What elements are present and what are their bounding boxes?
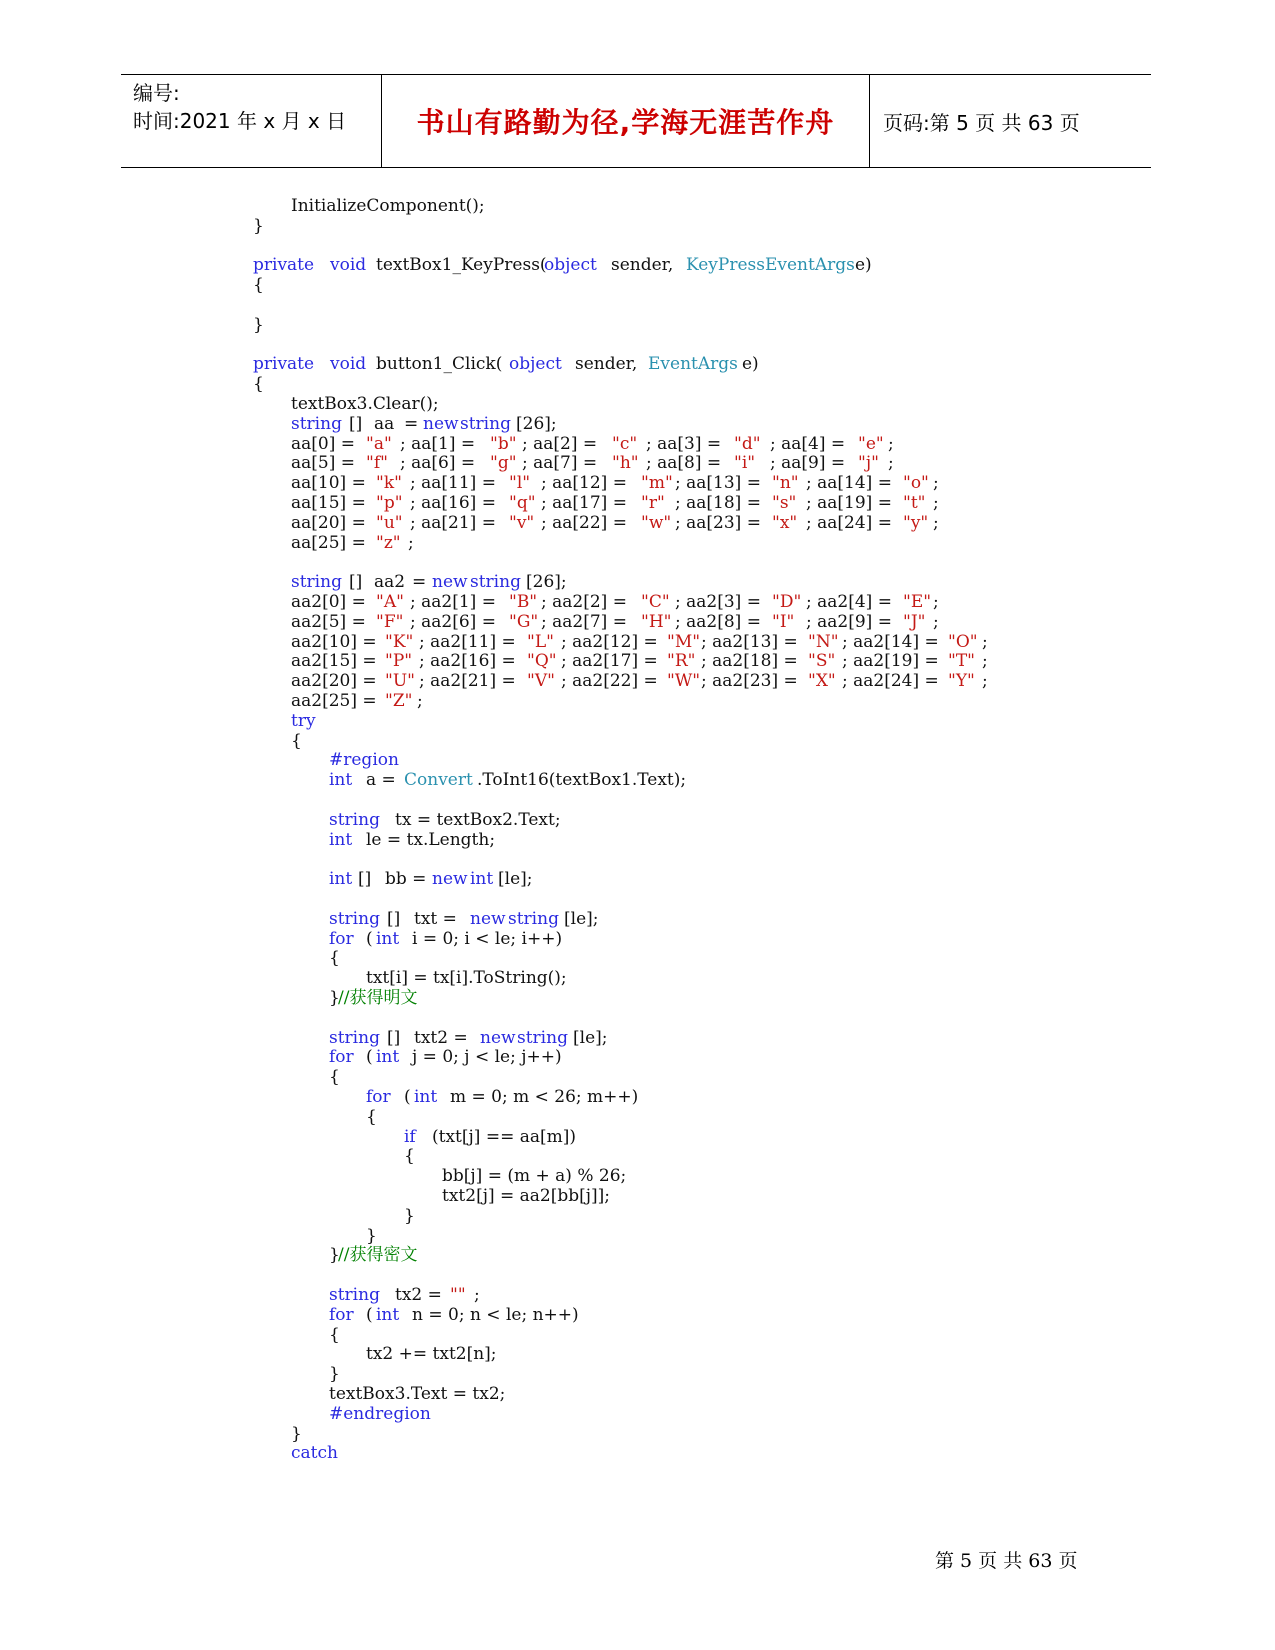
code-text: ; aa[4] = [770, 433, 851, 454]
code-keyword: string [329, 908, 380, 929]
code-line [0, 731, 1275, 752]
code-line [0, 810, 1275, 831]
code-line [0, 1166, 1275, 1187]
code-text: ; [982, 631, 988, 652]
code-string: "e" [858, 433, 884, 454]
code-line [0, 1344, 1275, 1365]
code-type: EventArgs [648, 354, 738, 375]
code-string: "d" [734, 433, 761, 454]
code-line [0, 691, 1275, 712]
code-line [0, 1325, 1275, 1346]
code-keyword: for [329, 928, 354, 949]
code-text: m = 0; m < 26; m++) [450, 1087, 639, 1107]
code-text: aa2[10] = [291, 631, 383, 652]
code-text: ; aa2[14] = [842, 631, 945, 652]
code-text: ; [933, 473, 939, 494]
code-keyword: private [253, 354, 315, 375]
code-text: ( [366, 1304, 373, 1325]
code-string: "Z" [385, 691, 413, 711]
code-text: ; aa[8] = [646, 453, 727, 474]
code-text: aa2[5] = [291, 611, 372, 632]
code-string: "t" [903, 493, 926, 513]
code-string: "h" [612, 453, 639, 474]
code-line [0, 632, 1275, 653]
code-keyword: for [329, 1047, 354, 1068]
code-line [0, 750, 1275, 771]
code-string: "p" [376, 493, 403, 513]
code-line [0, 1364, 1275, 1385]
code-line [0, 1107, 1275, 1128]
code-text: [] [387, 1027, 401, 1048]
code-line [0, 1186, 1275, 1207]
code-keyword: private [253, 255, 315, 276]
header-page-number: 页码:第 5 页 共 63 页 [883, 110, 1080, 135]
code-text: ; aa2[16] = [419, 651, 522, 672]
code-text: = [412, 572, 427, 593]
code-string: "F" [376, 611, 404, 632]
code-text: ; [408, 532, 414, 553]
code-string: "K" [385, 631, 414, 652]
code-text: } [253, 215, 264, 236]
code-string: "" [450, 1285, 466, 1305]
code-string: "m" [641, 473, 673, 494]
code-text: ; aa[21] = [410, 512, 502, 533]
code-keyword: new [432, 869, 468, 890]
code-text: ; [888, 433, 894, 454]
code-text: ; aa2[12] = [561, 631, 664, 652]
code-text: ; [474, 1285, 480, 1305]
document-header [121, 74, 1151, 168]
code-text: aa[10] = [291, 473, 372, 494]
code-string: "L" [527, 631, 554, 652]
code-keyword: catch [291, 1443, 338, 1464]
code-string: "Q" [527, 651, 557, 672]
code-string: "S" [808, 651, 836, 672]
code-string: "V" [527, 671, 555, 692]
code-string: "b" [490, 433, 517, 454]
code-string: "c" [612, 433, 638, 454]
code-text: i = 0; i < le; i++) [412, 928, 563, 949]
code-text: { [253, 275, 264, 296]
code-line [0, 1245, 1275, 1266]
code-keyword: new [423, 413, 459, 434]
code-text: ; [982, 671, 988, 692]
code-string: "P" [385, 651, 413, 672]
code-listing [0, 196, 1275, 1516]
code-line [0, 572, 1275, 593]
code-text: txt = [414, 908, 457, 929]
code-text: ; aa[18] = [675, 493, 767, 513]
code-text: ; aa2[1] = [410, 592, 502, 612]
code-keyword: int [329, 770, 353, 791]
code-line [0, 1285, 1275, 1306]
code-text: ; aa[3] = [646, 433, 727, 454]
code-string: "M" [667, 631, 701, 652]
code-line [0, 1127, 1275, 1148]
code-text: { [329, 1324, 340, 1345]
code-string: "q" [509, 493, 536, 513]
code-text: tx = textBox2.Text; [395, 809, 561, 830]
code-text: { [253, 374, 264, 395]
code-string: "T" [948, 651, 975, 672]
code-keyword: #endregion [329, 1403, 431, 1424]
code-text: (txt[j] == aa[m]) [432, 1126, 577, 1147]
code-line [0, 295, 1275, 316]
code-text: ; aa[19] = [806, 493, 898, 513]
code-line [0, 1424, 1275, 1445]
code-line [0, 414, 1275, 435]
code-line [0, 216, 1275, 237]
code-keyword: for [329, 1304, 354, 1325]
code-text: a = [366, 770, 396, 791]
code-text: button1_Click( [376, 354, 503, 375]
code-text: ; aa2[23] = [701, 671, 804, 692]
code-text: j = 0; j < le; j++) [412, 1047, 562, 1068]
document-number-label: 编号: [133, 81, 180, 105]
code-keyword: string [291, 413, 342, 434]
code-keyword: int [329, 829, 353, 850]
code-text: e) [742, 354, 759, 375]
code-text: ; aa2[9] = [806, 611, 898, 632]
code-string: "I" [772, 611, 795, 632]
code-text: ; aa2[8] = [675, 611, 767, 632]
code-text: ; [933, 611, 939, 632]
code-string: "j" [858, 453, 879, 474]
code-text: [] [349, 572, 363, 593]
code-comment: //获得明文 [338, 988, 418, 1008]
code-line [0, 988, 1275, 1009]
code-text: [] [387, 908, 401, 929]
code-string: "i" [734, 453, 756, 474]
code-text: ; aa2[18] = [701, 651, 804, 672]
code-type: KeyPressEventArgs [686, 255, 855, 276]
code-comment: //获得密文 [338, 1245, 418, 1266]
code-line [0, 533, 1275, 554]
code-line [0, 1265, 1275, 1286]
code-keyword: void [330, 255, 367, 276]
code-text: aa2[25] = [291, 691, 383, 711]
code-text: ; aa2[7] = [541, 611, 633, 632]
motto-text: 书山有路勤为径,学海无涯苦作舟 [416, 106, 835, 139]
code-text: } [366, 1225, 377, 1246]
code-text: aa [374, 413, 395, 434]
code-keyword: new [470, 908, 506, 929]
code-keyword: int [376, 928, 400, 949]
code-text: ; aa2[21] = [419, 671, 522, 692]
code-text: textBox3.Text = tx2; [329, 1384, 506, 1404]
code-string: "B" [509, 592, 538, 612]
code-text: [] [358, 869, 372, 890]
code-text: .ToInt16(textBox1.Text); [477, 770, 687, 791]
code-keyword: try [291, 710, 316, 731]
code-text: [26]; [526, 572, 567, 593]
code-string: "J" [903, 611, 926, 632]
code-string: "D" [772, 592, 802, 612]
code-keyword: string [470, 572, 521, 593]
code-text: aa2[15] = [291, 651, 383, 672]
document-date-label: 时间:2021 年 x 月 x 日 [133, 109, 347, 133]
code-line [0, 889, 1275, 910]
code-text: aa2[0] = [291, 592, 372, 612]
code-string: "r" [641, 493, 665, 513]
code-string: "A" [376, 592, 404, 612]
code-line [0, 711, 1275, 732]
code-string: "N" [808, 631, 839, 652]
code-text: ; aa[23] = [675, 512, 767, 533]
code-text: } [329, 1245, 340, 1266]
code-text: ; aa2[6] = [410, 611, 502, 632]
code-text: e) [855, 255, 872, 276]
code-text: le = tx.Length; [366, 829, 496, 850]
code-keyword: string [329, 809, 380, 830]
code-text: tx2 = [395, 1285, 448, 1305]
header-motto-cell [381, 75, 870, 167]
code-line [0, 1008, 1275, 1029]
header-info-cell [121, 75, 381, 167]
code-keyword: #region [329, 750, 399, 771]
code-keyword: int [376, 1304, 400, 1325]
code-keyword: string [460, 413, 511, 434]
code-text: ; aa[1] = [400, 433, 481, 454]
code-string: "l" [509, 473, 531, 494]
code-text: ; aa[17] = [541, 493, 633, 513]
code-text: sender, [611, 255, 674, 276]
code-text: ; [933, 592, 939, 612]
code-line [0, 513, 1275, 534]
code-string: "a" [366, 433, 392, 454]
code-text: } [329, 1364, 340, 1385]
code-text: } [404, 1205, 415, 1226]
code-line [0, 1404, 1275, 1425]
code-text: { [329, 1067, 340, 1088]
code-text: ; aa[6] = [400, 453, 481, 474]
code-keyword: string [517, 1027, 568, 1048]
code-string: "n" [772, 473, 799, 494]
code-line [0, 929, 1275, 950]
code-line [0, 354, 1275, 375]
code-line [0, 1028, 1275, 1049]
code-text: bb[j] = (m + a) % 26; [442, 1166, 627, 1187]
code-text: txt2[j] = aa2[bb[j]]; [442, 1186, 611, 1206]
code-string: "H" [641, 611, 672, 632]
code-line [0, 909, 1275, 930]
code-string: "z" [376, 532, 401, 553]
code-keyword: for [366, 1087, 391, 1107]
code-string: "O" [948, 631, 978, 652]
code-string: "y" [903, 512, 929, 533]
footer-page-number: 第 5 页 共 63 页 [935, 1550, 1078, 1572]
code-keyword: string [508, 908, 559, 929]
code-text: ; aa[7] = [522, 453, 603, 474]
code-text: [le]; [498, 869, 533, 890]
code-line [0, 651, 1275, 672]
code-keyword: int [414, 1087, 438, 1107]
code-keyword: new [480, 1027, 516, 1048]
code-line [0, 374, 1275, 395]
code-text: sender, [575, 354, 638, 375]
code-string: "R" [667, 651, 696, 672]
code-keyword: if [404, 1126, 416, 1147]
code-text: ; aa[24] = [806, 512, 898, 533]
code-keyword: new [432, 572, 468, 593]
code-text: aa[15] = [291, 493, 372, 513]
code-text: [le]; [573, 1027, 608, 1048]
code-string: "u" [376, 512, 403, 533]
code-line [0, 275, 1275, 296]
code-text: ; aa[16] = [410, 493, 502, 513]
code-line [0, 968, 1275, 989]
code-string: "k" [376, 473, 402, 494]
code-keyword: int [470, 869, 494, 890]
code-text: aa[5] = [291, 453, 361, 474]
code-line [0, 612, 1275, 633]
code-type: Convert [404, 770, 473, 791]
code-text: ; aa[9] = [770, 453, 851, 474]
code-line [0, 1305, 1275, 1326]
code-text: ; [982, 651, 988, 672]
code-text: txt[i] = tx[i].ToString(); [366, 968, 567, 989]
code-string: "U" [385, 671, 415, 692]
code-text: ; aa2[11] = [419, 631, 522, 652]
code-string: "Y" [948, 671, 975, 692]
code-line [0, 1443, 1275, 1464]
code-text: txt2 = [414, 1027, 468, 1048]
code-line [0, 1146, 1275, 1167]
code-text: = [404, 413, 419, 434]
code-text: ; [933, 493, 939, 513]
code-line [0, 1087, 1275, 1108]
code-keyword: string [329, 1027, 380, 1048]
code-text: { [404, 1146, 415, 1167]
code-line [0, 671, 1275, 692]
code-keyword: void [330, 354, 367, 375]
code-text: } [291, 1423, 302, 1444]
code-text: InitializeComponent(); [291, 196, 485, 216]
code-text: textBox1_KeyPress( [376, 255, 547, 276]
code-text: ; aa2[4] = [806, 592, 898, 612]
code-keyword: string [329, 1285, 380, 1305]
code-line [0, 196, 1275, 217]
code-text: textBox3.Clear(); [291, 394, 439, 414]
code-keyword: object [509, 354, 562, 375]
code-line [0, 1067, 1275, 1088]
code-line [0, 869, 1275, 890]
code-text: [le]; [564, 908, 599, 929]
code-string: "C" [641, 592, 670, 612]
code-text: } [329, 988, 340, 1008]
code-keyword: int [329, 869, 353, 890]
code-text: { [329, 948, 340, 969]
code-string: "o" [903, 473, 929, 494]
code-text: ; aa[13] = [675, 473, 767, 494]
code-line [0, 790, 1275, 811]
code-text: { [366, 1106, 377, 1127]
code-text: } [253, 314, 264, 335]
code-text: ; [417, 691, 423, 711]
code-text: ( [366, 928, 373, 949]
code-text: aa[0] = [291, 433, 361, 454]
code-text: ; [888, 453, 894, 474]
code-text: ( [404, 1087, 411, 1107]
code-line [0, 236, 1275, 257]
code-text: ; aa2[24] = [842, 671, 945, 692]
code-line [0, 1047, 1275, 1068]
code-text: aa2 [374, 572, 406, 593]
code-line [0, 1384, 1275, 1405]
code-text: ; aa2[22] = [561, 671, 664, 692]
code-line [0, 592, 1275, 613]
code-line [0, 493, 1275, 514]
code-line [0, 255, 1275, 276]
code-text: { [291, 730, 302, 751]
code-text: aa2[20] = [291, 671, 383, 692]
code-string: "f" [366, 453, 388, 474]
code-string: "v" [509, 512, 535, 533]
code-text: aa[20] = [291, 512, 372, 533]
code-line [0, 315, 1275, 336]
code-string: "W" [667, 671, 701, 692]
code-line [0, 1226, 1275, 1247]
code-string: "E" [903, 592, 932, 612]
header-page-cell [869, 75, 1151, 167]
code-line [0, 335, 1275, 356]
code-string: "G" [509, 611, 539, 632]
code-text: ( [366, 1047, 373, 1068]
code-keyword: int [376, 1047, 400, 1068]
code-text: ; aa2[19] = [842, 651, 945, 672]
code-text: [26]; [516, 413, 557, 434]
code-text: aa[25] = [291, 532, 372, 553]
code-line [0, 434, 1275, 455]
code-string: "w" [641, 512, 672, 533]
code-text: ; aa[11] = [410, 473, 502, 494]
code-text: ; aa2[17] = [561, 651, 664, 672]
code-keyword: string [291, 572, 342, 593]
code-text: ; aa[14] = [806, 473, 898, 494]
code-line [0, 948, 1275, 969]
code-text: ; aa2[2] = [541, 592, 633, 612]
code-string: "g" [490, 453, 517, 474]
code-text: [] [349, 413, 363, 434]
code-text: n = 0; n < le; n++) [412, 1304, 579, 1325]
code-string: "x" [772, 512, 798, 533]
code-text: tx2 += txt2[n]; [366, 1344, 497, 1365]
code-line [0, 552, 1275, 573]
code-text: ; aa[22] = [541, 512, 633, 533]
code-line [0, 473, 1275, 494]
code-keyword: object [544, 255, 597, 276]
code-line [0, 394, 1275, 415]
code-text: ; aa2[3] = [675, 592, 767, 612]
code-text: ; aa[12] = [541, 473, 633, 494]
code-text: ; aa[2] = [522, 433, 603, 454]
code-text: ; [933, 512, 939, 533]
code-text: ; aa2[13] = [701, 631, 804, 652]
code-line [0, 770, 1275, 791]
code-text: bb = [385, 869, 427, 890]
code-line [0, 849, 1275, 870]
code-line [0, 453, 1275, 474]
code-line [0, 830, 1275, 851]
code-string: "s" [772, 493, 797, 513]
code-line [0, 1206, 1275, 1227]
code-string: "X" [808, 671, 836, 692]
